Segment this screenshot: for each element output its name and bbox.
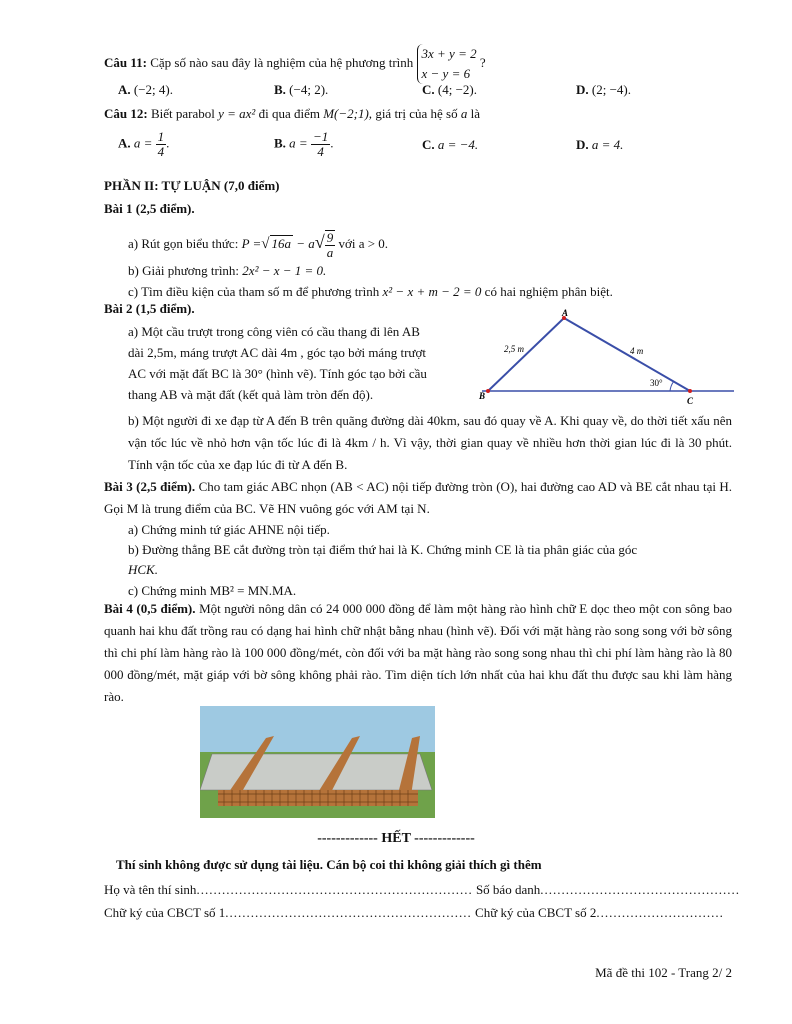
q11-eq1: 3x + y = 2 (421, 46, 477, 61)
q12-option-c: C. a = −4. (422, 137, 479, 152)
point-b (486, 389, 490, 393)
bai2-a-text: a) Một cầu trượt trong công viên có cầu thang đi lên AB dài 2,5m, máng trượt AC dài 4m , góc tạo bởi máng trượt AC với mặt đất BC là 30° (hình vẽ). Tính góc tạo bởi cầu thang AB và mặt đất (kết quả làm tròn đến độ). (128, 324, 427, 402)
bai2-b: b) Một người đi xe đạp từ A đến B trên quãng đường dài 40km, sau đó quay về A. Khi quay về, do thời tiết xấu nên vận tốc lúc về nhỏ hơn vận tốc lúc đi là 4km / h. Vì vậy, thời gian quay về nhiều hơn thời gian lúc đi là 30 phút. Tính vận tốc của xe đạp lúc đi từ A đến B. (128, 413, 732, 472)
q12-text-c: giá trị của hệ số (375, 106, 458, 121)
q11-option-c: C. (4; −2). (422, 82, 477, 97)
q11-eq2: x − y = 6 (421, 66, 471, 81)
point-c (688, 389, 692, 393)
q12-text-b: đi qua điểm (258, 106, 320, 121)
fence-illustration (200, 706, 435, 818)
q11-label: Câu 11: (104, 54, 147, 70)
footer-line-1: Họ và tên thí sinh................................................................. Số báo danh............................................... (104, 882, 740, 897)
q11-system (417, 44, 477, 84)
slide-ac (564, 318, 690, 391)
exam-note: Thí sinh không được sử dụng tài liệu. Cán bộ coi thi không giải thích gì thêm (116, 857, 542, 872)
label-ab: 2,5 m (504, 344, 524, 354)
label-angle: 30° (650, 378, 663, 388)
q11-line (104, 44, 486, 84)
footer-line-2: Chữ ký của CBCT số 1.......................................................... Chữ ký của CBCT số 2.............................. (104, 905, 724, 920)
sig1-label: Chữ ký của CBCT số 1 (104, 905, 226, 920)
q12-coef: a (460, 106, 468, 121)
q12-option-a: A. a = $\frac{1}{4}$ . (118, 129, 170, 159)
label-a: A (562, 308, 569, 318)
q12-text-d: là (470, 106, 481, 121)
bai4-text: Bài 4 (0,5 điểm). Một người nông dân có 24 000 000 đồng để làm một hàng rào hình chữ E dọc theo một con sông bao quanh hai khu đất trồng rau có dạng hai hình chữ nhật bằng nhau (hình vẽ). Đối với mặt hàng rào song song với bờ sông thì chi phí làm hàng rào là 100 000 đồng/mét, còn đối với ba mặt hàng rào song song nhau thì chi phí làm hàng rào là 80 000 đồng/mét, mặt giáp với bờ sông không phải rào. Tìm diện tích lớn nhất của hai khu đất thu được sau khi làm hàng rào. (104, 601, 732, 704)
bai3-c: c) Chứng minh MB² = MN.MA. (128, 583, 297, 598)
sbd-label: Số báo danh (475, 882, 541, 897)
q11-option-d: D. (2; −4). (576, 82, 631, 97)
end-mark: ------------- HẾT ------------- (317, 831, 475, 846)
bai3-b2: HCK. (128, 562, 158, 577)
angle-arc (670, 381, 674, 391)
part2-heading: PHẦN II: TỰ LUẬN (7,0 điểm) (104, 178, 280, 193)
name-label: Họ và tên thí sinh (104, 882, 197, 897)
label-c: C (687, 396, 694, 406)
bai2-title: Bài 2 (1,5 điểm). (104, 301, 195, 316)
label-ac: 4 m (630, 346, 644, 356)
page-number: Mã đề thi 102 - Trang 2/ 2 (595, 965, 732, 980)
q12-option-b: B. a = $\frac{-1}{4}$ . (274, 129, 334, 159)
q12-line (104, 105, 480, 122)
bai1-c: c) Tìm điều kiện của tham số m để phương trình x² − x + m − 2 = 0 có hai nghiệm phân biệt. (128, 284, 613, 299)
bai1-title: Bài 1 (2,5 điểm). (104, 201, 195, 216)
q12-text-a: Biết parabol (150, 106, 215, 121)
q11-option-a: A. (−2; 4). (118, 82, 173, 97)
q11-end: ? (479, 54, 486, 70)
bai3-a: a) Chứng minh tứ giác AHNE nội tiếp. (128, 522, 330, 537)
bai1-a: a) Rút gọn biểu thức: P =√ 16a − a√ $\frac{9}{a}$ với a > 0. (128, 230, 389, 260)
q11-option-b: B. (−4; 2). (274, 82, 329, 97)
q12-parabola: y = ax² (218, 106, 256, 121)
q11-text: Cặp số nào sau đây là nghiệm của hệ phương trình (150, 54, 414, 70)
ladder-ab (488, 318, 564, 391)
q12-label: Câu 12: (104, 106, 148, 121)
triangle-figure (478, 308, 736, 408)
q12-option-d: D. a = 4. (576, 137, 624, 152)
q12-point: M(−2;1), (323, 106, 373, 121)
label-b: B (479, 391, 486, 401)
sky-river (200, 706, 435, 752)
bai3-intro: Bài 3 (2,5 điểm). Cho tam giác ABC nhọn (AB < AC) nội tiếp đường tròn (O), hai đường cao AD và BE cắt nhau tại H. Gọi M là trung điểm của BC. Vẽ HN vuông góc với AM tại N. (104, 479, 733, 516)
bai3-b1: b) Đường thẳng BE cắt đường tròn tại điểm thứ hai là K. Chứng minh CE là tia phân giác của góc (128, 542, 638, 557)
sig2-label: Chữ ký của CBCT số 2 (475, 905, 597, 920)
bai1-b: b) Giải phương trình: 2x² − x − 1 = 0. (128, 263, 327, 278)
